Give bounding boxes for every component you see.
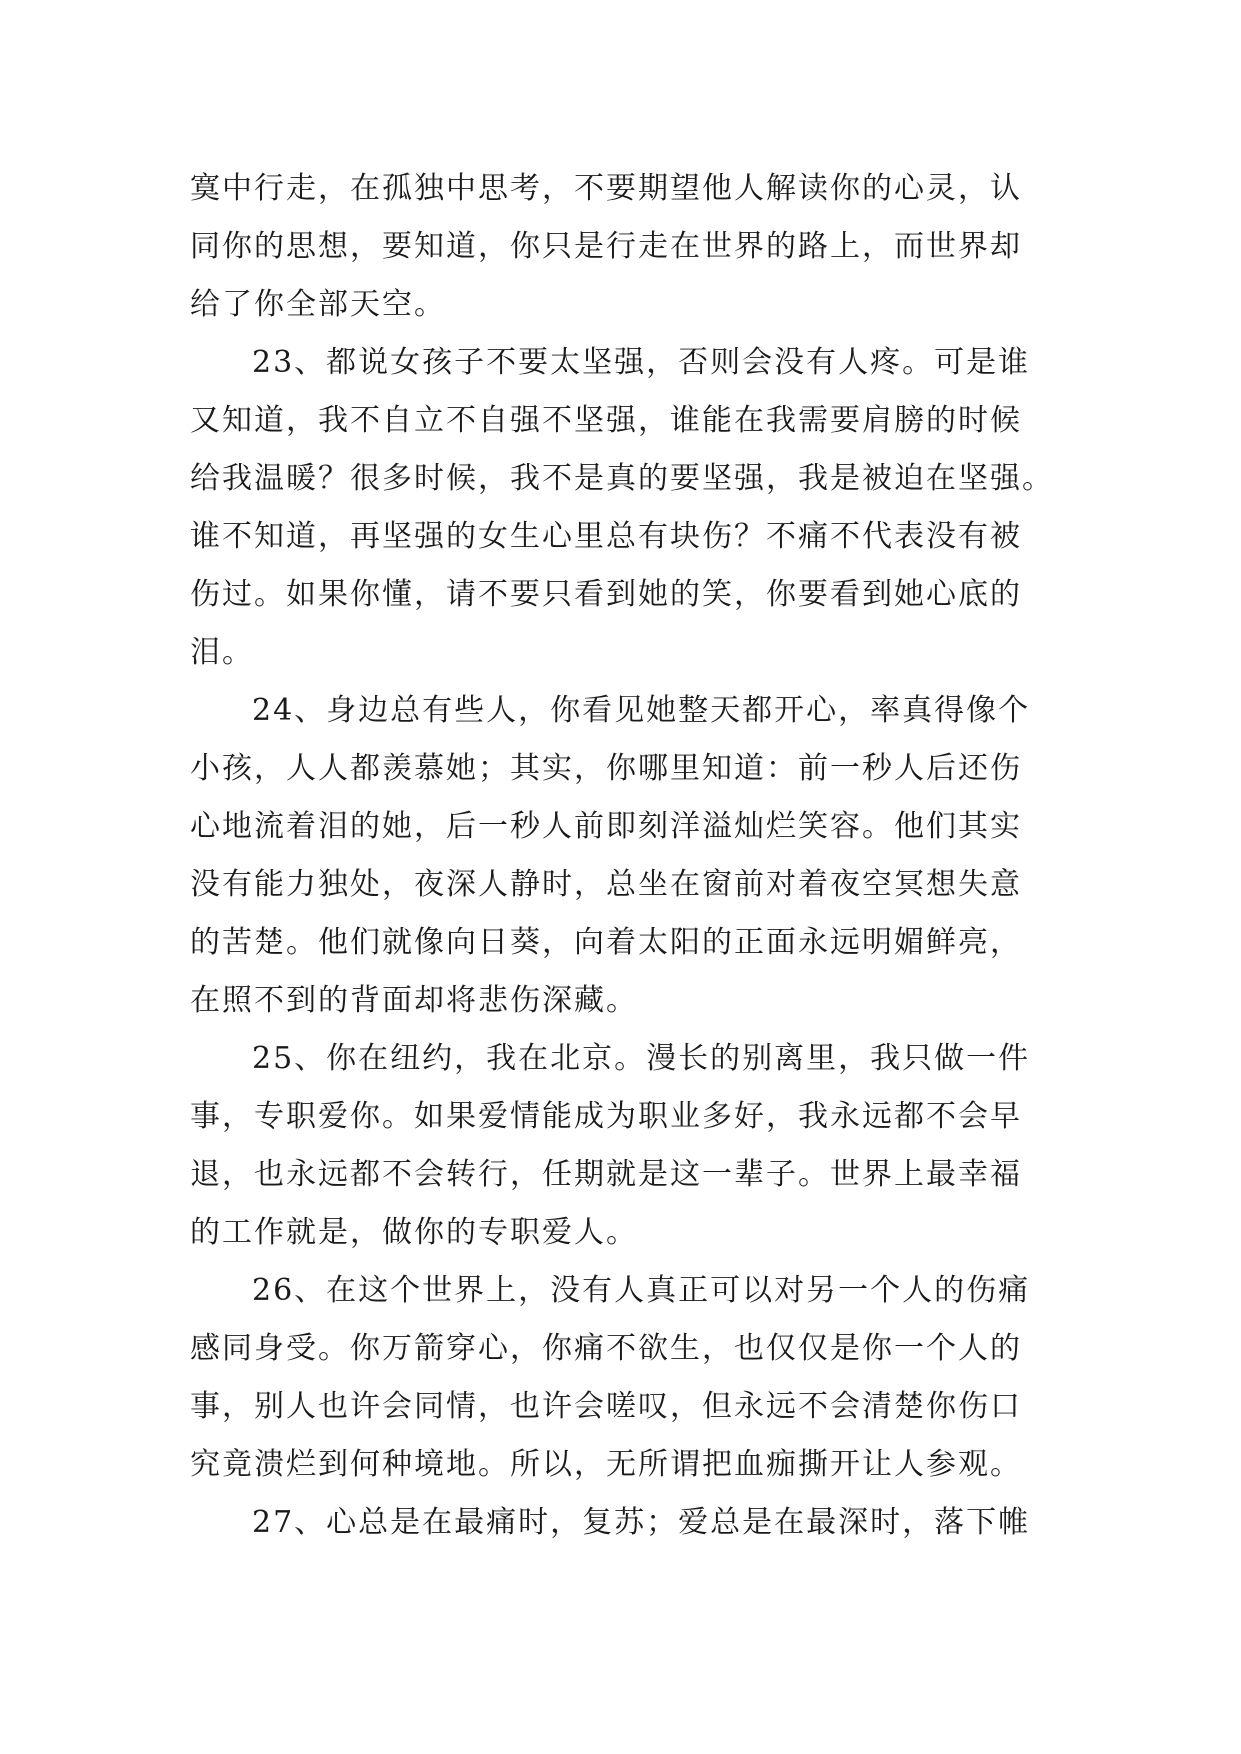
text-line: 的苦楚。他们就像向日葵，向着太阳的正面永远明媚鲜亮， — [190, 925, 1022, 960]
text-line: 小孩，人人都羡慕她；其实，你哪里知道：前一秒人后还伤 — [190, 751, 1022, 786]
text-line: 感同身受。你万箭穿心，你痛不欲生，也仅仅是你一个人的 — [190, 1331, 1022, 1366]
text-line: 心地流着泪的她，后一秒人前即刻洋溢灿烂笑容。他们其实 — [190, 809, 1022, 844]
paragraph-start-line: 26、在这个世界上，没有人真正可以对另一个人的伤痛 — [252, 1273, 1031, 1308]
text-line: 给了你全部天空。 — [190, 287, 446, 322]
text-line: 退，也永远都不会转行，任期就是这一辈子。世界上最幸福 — [190, 1157, 1022, 1192]
text-line: 寞中行走，在孤独中思考，不要期望他人解读你的心灵，认 — [190, 171, 1022, 206]
text-line: 事，专职爱你。如果爱情能成为职业多好，我永远都不会早 — [190, 1099, 1022, 1134]
text-line: 事，别人也许会同情，也许会嗟叹，但永远不会清楚你伤口 — [190, 1389, 1022, 1424]
text-line: 究竟溃烂到何种境地。所以，无所谓把血痂撕开让人参观。 — [190, 1447, 1022, 1482]
text-line: 在照不到的背面却将悲伤深藏。 — [190, 983, 638, 1018]
text-line: 没有能力独处，夜深人静时，总坐在窗前对着夜空冥想失意 — [190, 867, 1022, 902]
text-line: 给我温暖？很多时候，我不是真的要坚强，我是被迫在坚强。 — [190, 461, 1054, 496]
paragraph-start-line: 27、心总是在最痛时，复苏；爱总是在最深时，落下帷 — [252, 1505, 1031, 1540]
text-line: 又知道，我不自立不自强不坚强，谁能在我需要肩膀的时候 — [190, 403, 1022, 438]
text-line: 谁不知道，再坚强的女生心里总有块伤？不痛不代表没有被 — [190, 519, 1022, 554]
text-line: 伤过。如果你懂，请不要只看到她的笑，你要看到她心底的 — [190, 577, 1022, 612]
paragraph-start-line: 24、身边总有些人，你看见她整天都开心，率真得像个 — [252, 693, 1031, 728]
body-text — [190, 160, 1090, 1552]
text-line: 的工作就是，做你的专职爱人。 — [190, 1215, 638, 1250]
text-line: 泪。 — [190, 635, 254, 670]
paragraph-start-line: 23、都说女孩子不要太坚强，否则会没有人疼。可是谁 — [252, 345, 1031, 380]
text-line: 同你的思想，要知道，你只是行走在世界的路上，而世界却 — [190, 229, 1022, 264]
paragraph-start-line: 25、你在纽约，我在北京。漫长的别离里，我只做一件 — [252, 1041, 1031, 1076]
